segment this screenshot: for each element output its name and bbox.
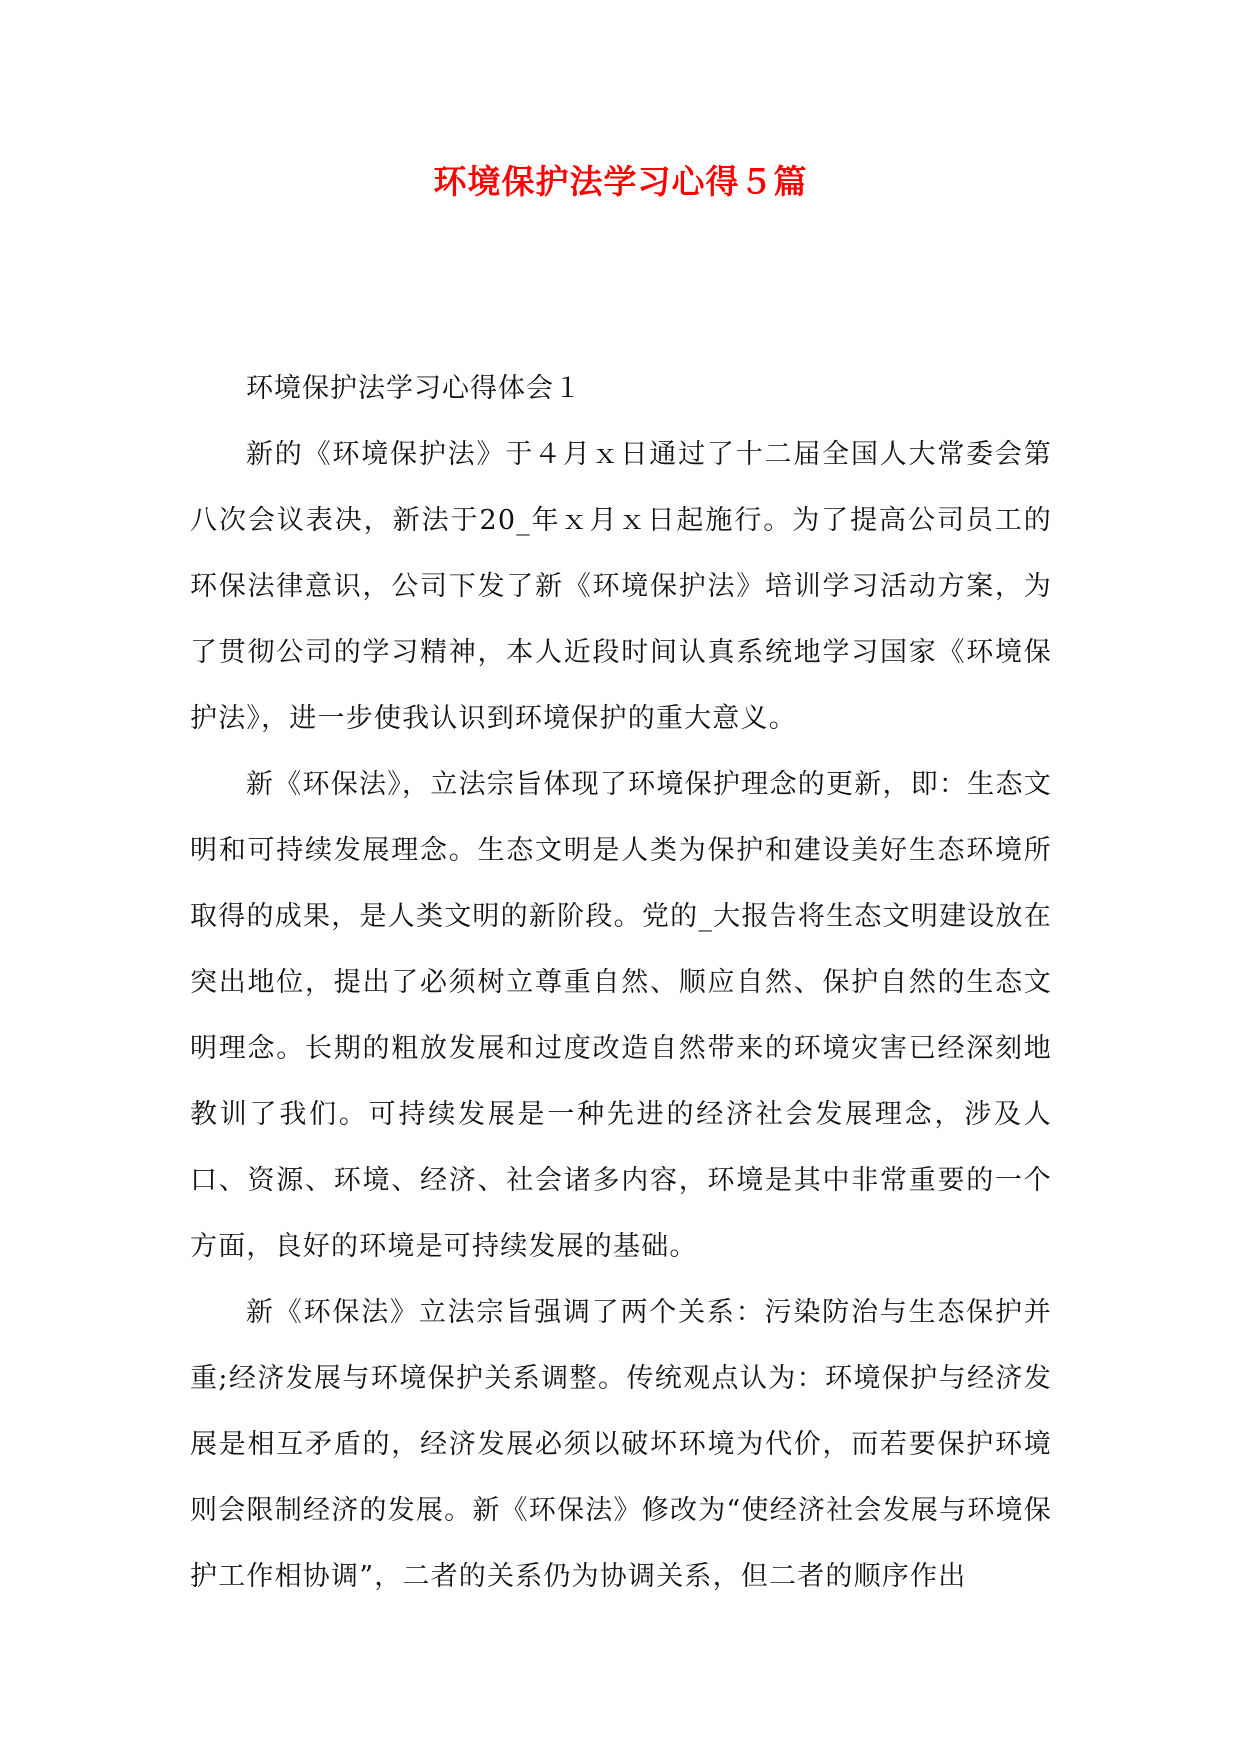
paragraph-3: 新《环保法》立法宗旨强调了两个关系：污染防治与生态保护并重;经济发展与环境保护关系调整。传统观点认为：环境保护与经济发展是相互矛盾的，经济发展必须以破坏环境为代价，而若要保护环境则会限制经济的发展。新《环保法》修改为“使经济社会发展与环境保护工作相协调”，二者的关系仍为协调关系，但二者的顺序作出 (190, 1297, 1052, 1592)
document-body (190, 356, 1052, 1610)
section-heading: 环境保护法学习心得体会１ (246, 373, 582, 404)
document-title: 环境保护法学习心得５篇 (433, 162, 808, 201)
paragraph-1: 新的《环境保护法》于４月ｘ日通过了十二届全国人大常委会第八次会议表决，新法于20_年ｘ月ｘ日起施行。为了提高公司员工的环保法律意识，公司下发了新《环境保护法》培训学习活动方案，为了贯彻公司的学习精神，本人近段时间认真系统地学习国家《环境保护法》，进一步使我认识到环境保护的重大意义。 (190, 439, 1052, 734)
paragraph-2: 新《环保法》，立法宗旨体现了环境保护理念的更新，即：生态文明和可持续发展理念。生态文明是人类为保护和建设美好生态环境所取得的成果，是人类文明的新阶段。党的_大报告将生态文明建设放在突出地位，提出了必须树立尊重自然、顺应自然、保护自然的生态文明理念。长期的粗放发展和过度改造自然带来的环境灾害已经深刻地教训了我们。可持续发展是一种先进的经济社会发展理念，涉及人口、资源、环境、经济、社会诸多内容，环境是其中非常重要的一个方面，良好的环境是可持续发展的基础。 (190, 769, 1052, 1262)
